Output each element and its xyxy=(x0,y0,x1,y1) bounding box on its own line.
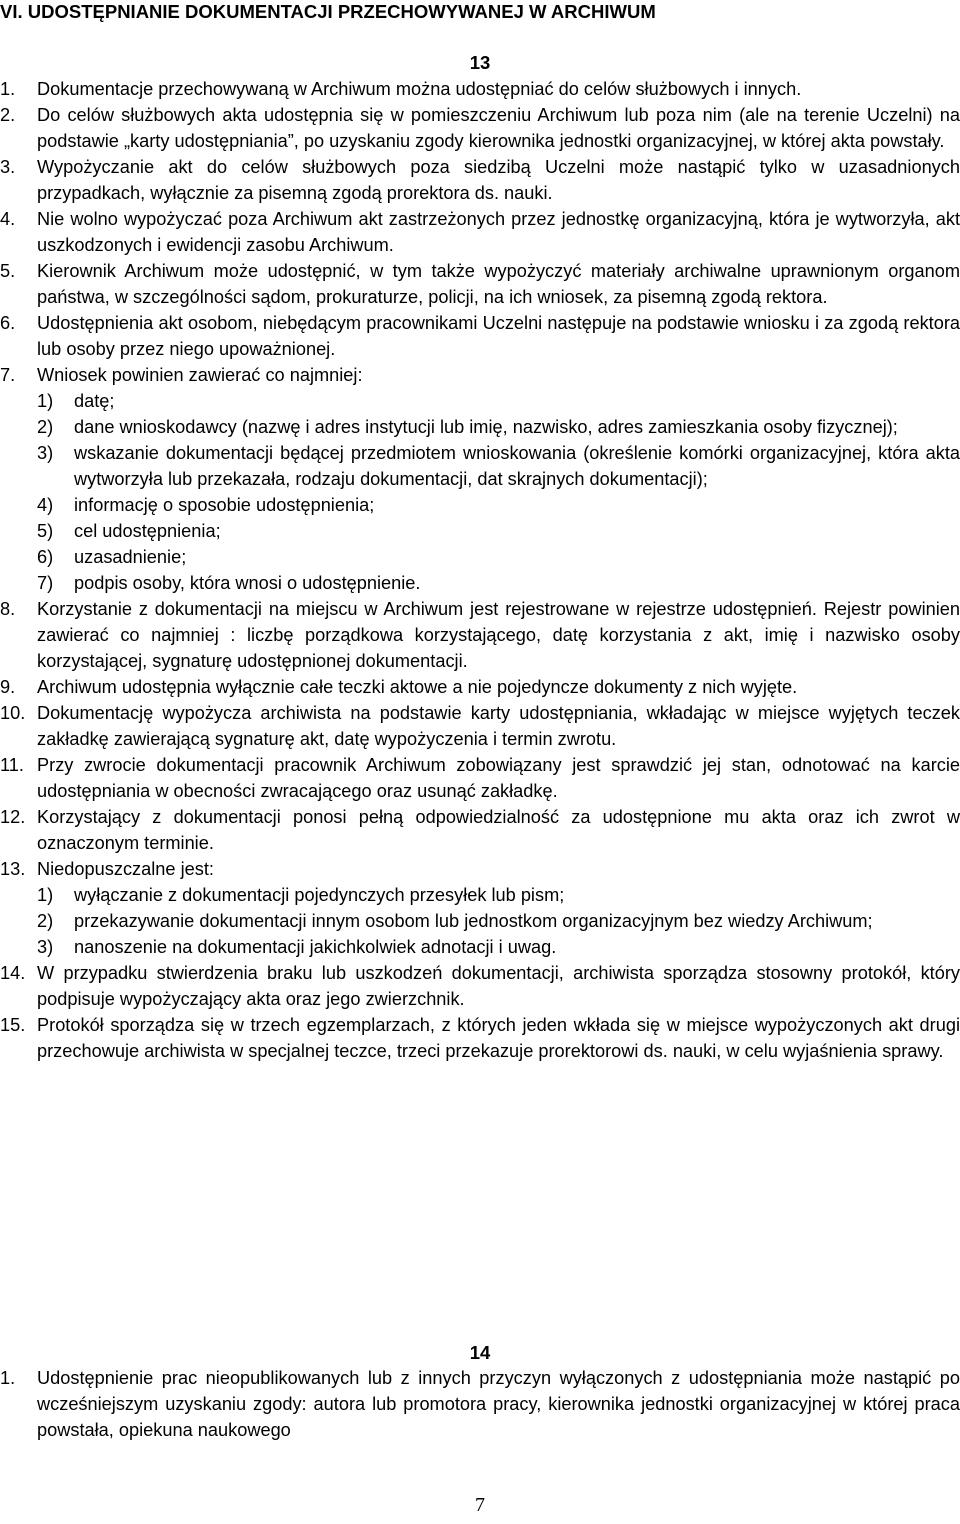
section-14-items xyxy=(0,1365,960,1443)
page-number: 7 xyxy=(475,1494,485,1516)
section-title-13: 13 xyxy=(469,52,491,73)
item-number: 4. xyxy=(0,209,16,229)
sub-item-text: wyłączanie z dokumentacji pojedynczych przesyłek lub pism; xyxy=(74,885,565,905)
item-number: 9. xyxy=(0,677,16,697)
sub-item-text: dane wnioskodawcy (nazwę i adres instytucji lub imię, nazwisko, adres zamieszkania osoby fizycznej); xyxy=(74,417,898,437)
item-text: Wypożyczanie akt do celów służbowych poza siedzibą Uczelni może nastąpić tylko w uzasadnionych przypadkach, wyłącznie za pisemną zgodą prorektora ds. nauki. xyxy=(37,157,960,203)
item-number: 1. xyxy=(0,79,16,99)
item-text: Nie wolno wypożyczać poza Archiwum akt zastrzeżonych przez jednostkę organizacyjną, która je wytworzyła, akt uszkodzonych i ewidencji zasobu Archiwum. xyxy=(37,209,960,255)
item-text: Wniosek powinien zawierać co najmniej: xyxy=(37,365,363,385)
sub-item-text: informację o sposobie udostępnienia; xyxy=(74,495,375,515)
list-item xyxy=(0,1012,960,1064)
item-number: 3. xyxy=(0,157,16,177)
list-item xyxy=(0,674,960,700)
item-number: 11. xyxy=(0,755,24,775)
item-text: Udostępnienie prac nieopublikowanych lub z innych przyczyn wyłączonych z udostępniania może nastąpić po wcześniejszym uzyskaniu zgody: autora lub promotora pracy, kierownika jednostki organizacyjnej w której praca powstała, opiekuna naukowego xyxy=(37,1368,960,1440)
list-item xyxy=(0,102,960,154)
item-number: 8. xyxy=(0,599,16,619)
list-item xyxy=(0,154,960,206)
sub-item-number: 5) xyxy=(37,521,54,541)
sub-item-number: 3) xyxy=(37,937,54,957)
sub-list-item xyxy=(37,518,960,544)
item-text: Protokół sporządza się w trzech egzemplarzach, z których jeden wkłada się w miejsce wypożyczonych akt drugi przechowuje archiwista w specjalnej teczce, trzeci przekazuje prorektorowi ds. nauki, w celu wyjaśnienia sprawy. xyxy=(37,1015,960,1061)
item-text: Kierownik Archiwum może udostępnić, w tym także wypożyczyć materiały archiwalne uprawnionym organom państwa, w szczególności sądom, prokuraturze, policji, na ich wniosek, za pisemną zgodą rektora. xyxy=(37,261,960,307)
item-number: 1. xyxy=(0,1368,16,1388)
sub-item-number: 7) xyxy=(37,573,54,593)
sub-list-item xyxy=(37,882,960,908)
list-item xyxy=(0,596,960,674)
item-number: 10. xyxy=(0,703,26,723)
sub-item-number: 3) xyxy=(37,443,54,463)
sub-item-text: przekazywanie dokumentacji innym osobom lub jednostkom organizacyjnym bez wiedzy Archiwum; xyxy=(74,911,873,931)
sub-item-text: uzasadnienie; xyxy=(74,547,187,567)
item-number: 14. xyxy=(0,963,26,983)
chapter-title: VI. UDOSTĘPNIANIE DOKUMENTACJI PRZECHOWYWANEJ W ARCHIWUM xyxy=(0,1,656,22)
item-text: Przy zwrocie dokumentacji pracownik Archiwum zobowiązany jest sprawdzić jej stan, odnotować na karcie udostępniania w obecności zwracającego oraz usunąć zakładkę. xyxy=(37,755,960,801)
item-text: Do celów służbowych akta udostępnia się w pomieszczeniu Archiwum lub poza nim (ale na terenie Uczelni) na podstawie „karty udostępniania”, po uzyskaniu zgody kierownika jednostki organizacyjnej, w której akta powstały. xyxy=(37,105,960,151)
item-text: Korzystanie z dokumentacji na miejscu w Archiwum jest rejestrowane w rejestrze udostępnień. Rejestr powinien zawierać co najmniej : liczbę porządkowa korzystającego, datę korzystania z akt, imię i nazwisko osoby korzystającej, sygnaturę udostępnionej dokumentacji. xyxy=(37,599,960,671)
list-item xyxy=(0,856,960,960)
sub-list-item xyxy=(37,492,960,518)
item-text: Niedopuszczalne jest: xyxy=(37,859,214,879)
item-number: 12. xyxy=(0,807,26,827)
item-text: Dokumentację wypożycza archiwista na podstawie karty udostępniania, wkładając w miejsce wyjętych teczek zakładkę zawierającą sygnaturę akt, datę wypożyczenia i termin zwrotu. xyxy=(37,703,960,749)
section-13-items xyxy=(0,76,960,1064)
sub-item-text: wskazanie dokumentacji będącej przedmiotem wnioskowania (określenie komórki organizacyjnej, która akta wytworzyła lub przekazała, rodzaju dokumentacji, dat skrajnych dokumentacji); xyxy=(74,443,960,489)
sub-item-number: 2) xyxy=(37,911,54,931)
item-number: 2. xyxy=(0,105,16,125)
list-item xyxy=(0,752,960,804)
list-item xyxy=(0,362,960,596)
sub-item-text: podpis osoby, która wnosi o udostępnienie. xyxy=(74,573,421,593)
item-number: 15. xyxy=(0,1015,26,1035)
list-item xyxy=(0,310,960,362)
item-number: 13. xyxy=(0,859,26,879)
sub-list-item xyxy=(37,934,960,960)
sub-list-item xyxy=(37,544,960,570)
list-item xyxy=(0,206,960,258)
sub-item-text: nanoszenie na dokumentacji jakichkolwiek adnotacji i uwag. xyxy=(74,937,557,957)
sub-item-number: 4) xyxy=(37,495,54,515)
sub-item-number: 6) xyxy=(37,547,54,567)
list-item xyxy=(0,258,960,310)
sub-item-text: datę; xyxy=(74,391,115,411)
item-number: 7. xyxy=(0,365,16,385)
sub-list-item xyxy=(37,414,960,440)
section-title-14: 14 xyxy=(469,1342,491,1363)
item-text: Udostępnienia akt osobom, niebędącym pracownikami Uczelni następuje na podstawie wniosku i za zgodą rektora lub osoby przez niego upoważnionej. xyxy=(37,313,960,359)
sub-list-item xyxy=(37,440,960,492)
list-item xyxy=(0,960,960,1012)
sub-item-number: 1) xyxy=(37,885,54,905)
sub-list-item xyxy=(37,570,960,596)
sub-item-number: 2) xyxy=(37,417,54,437)
sub-item-number: 1) xyxy=(37,391,54,411)
item-text: Archiwum udostępnia wyłącznie całe teczki aktowe a nie pojedyncze dokumenty z nich wyjęte. xyxy=(37,677,798,697)
item-number: 6. xyxy=(0,313,16,333)
sub-item-text: cel udostępnienia; xyxy=(74,521,221,541)
item-number: 5. xyxy=(0,261,16,281)
item-text: W przypadku stwierdzenia braku lub uszkodzeń dokumentacji, archiwista sporządza stosowny protokół, który podpisuje wypożyczający akta oraz jego zwierzchnik. xyxy=(37,963,960,1009)
item-text: Dokumentacje przechowywaną w Archiwum można udostępniać do celów służbowych i innych. xyxy=(37,79,802,99)
item-text: Korzystający z dokumentacji ponosi pełną odpowiedzialność za udostępnione mu akta oraz ich zwrot w oznaczonym terminie. xyxy=(37,807,960,853)
list-item xyxy=(0,1365,960,1443)
sub-list-item xyxy=(37,388,960,414)
list-item xyxy=(0,804,960,856)
sub-list-item xyxy=(37,908,960,934)
list-item xyxy=(0,700,960,752)
list-item xyxy=(0,76,960,102)
